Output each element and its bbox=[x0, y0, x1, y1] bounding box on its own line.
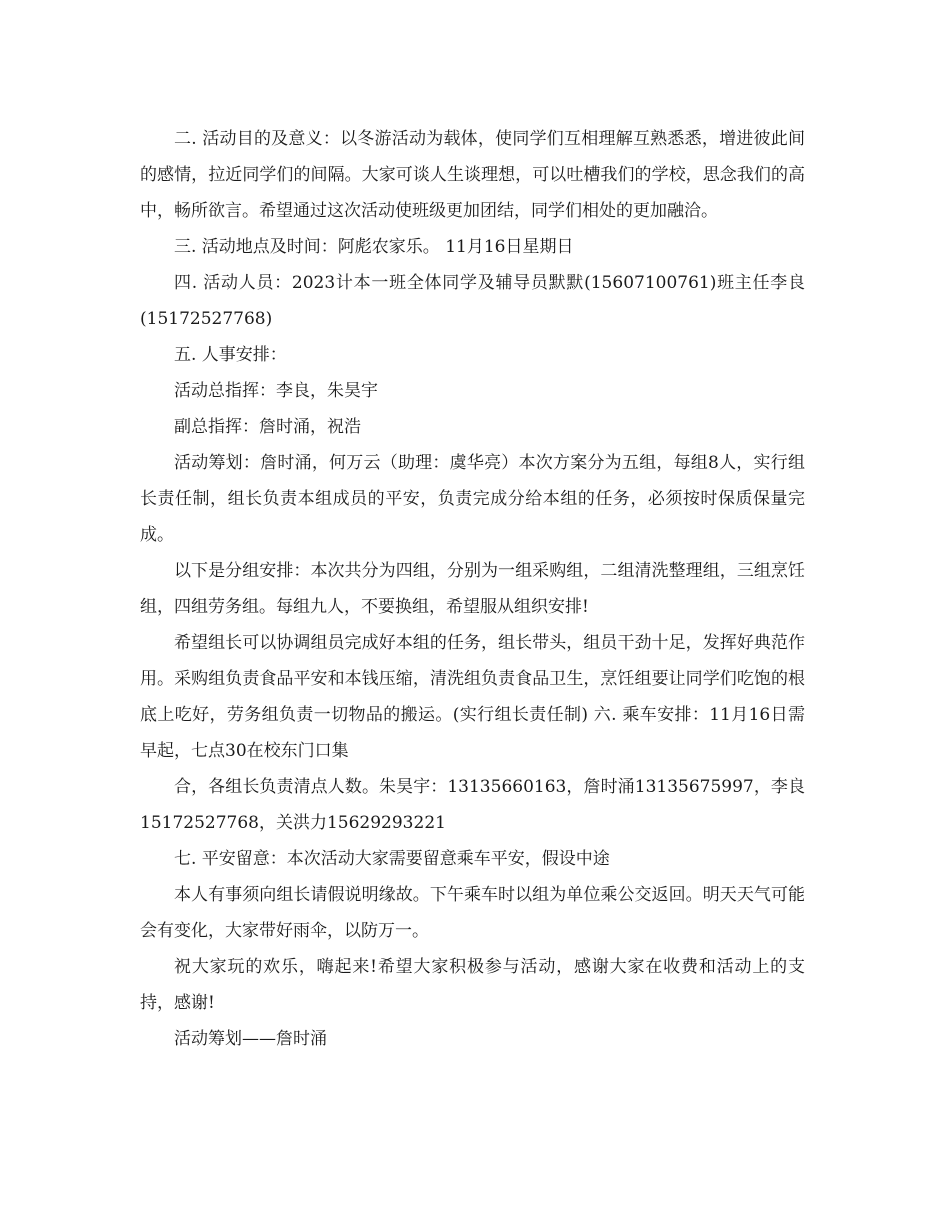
paragraph-safety: 七. 平安留意：本次活动大家需要留意乘车平安，假设中途 bbox=[174, 849, 610, 869]
document-body bbox=[140, 121, 805, 1057]
paragraph-location-time: 三. 活动地点及时间：阿彪农家乐。 11月16日星期日 bbox=[174, 237, 574, 257]
paragraph-leave-return: 本人有事须向组长请假说明缘故。下午乘车时以组为单位乘公交返回。明天天气可能会有变化，大家带好雨伞，以防万一。 bbox=[140, 885, 805, 941]
paragraph-closing: 祝大家玩的欢乐，嗨起来!希望大家积极参与活动，感谢大家在收费和活动上的支持，感谢! bbox=[140, 957, 805, 1013]
paragraph-planning: 活动筹划：詹时涌，何万云（助理：虞华亮）本次方案分为五组，每组8人，实行组长责任制，组长负责本组成员的平安，负责完成分给本组的任务，必须按时保质保量完成。 bbox=[140, 453, 805, 545]
paragraph-vice-commander: 副总指挥：詹时涌，祝浩 bbox=[174, 417, 361, 437]
paragraph-personnel-heading: 五. 人事安排： bbox=[174, 345, 287, 365]
paragraph-commander: 活动总指挥：李良，朱昊宇 bbox=[174, 381, 378, 401]
paragraph-purpose: 二. 活动目的及意义：以冬游活动为载体，使同学们互相理解互熟悉悉，增进彼此间的感情，拉近同学们的间隔。大家可谈人生谈理想，可以吐槽我们的学校，思念我们的高中，畅所欲言。希望通过这次活动使班级更加团结，同学们相处的更加融洽。 bbox=[140, 129, 805, 221]
paragraph-contacts: 合，各组长负责清点人数。朱昊宇：13135660163，詹时涌13135675997，李良15172527768，关洪力15629293221 bbox=[140, 777, 805, 833]
paragraph-group-arrangement: 以下是分组安排：本次共分为四组，分别为一组采购组，二组清洗整理组，三组烹饪组，四组劳务组。每组九人，不要换组，希望服从组织安排! bbox=[140, 561, 805, 617]
paragraph-signature: 活动筹划——詹时涌 bbox=[174, 1029, 327, 1049]
paragraph-participants: 四. 活动人员：2023计本一班全体同学及辅导员默默(15607100761)班主任李良(15172527768) bbox=[140, 273, 805, 329]
paragraph-group-duties: 希望组长可以协调组员完成好本组的任务，组长带头，组员干劲十足，发挥好典范作用。采购组负责食品平安和本钱压缩，清洗组负责食品卫生，烹饪组要让同学们吃饱的根底上吃好，劳务组负责一切物品的搬运。(实行组长责任制) 六. 乘车安排：11月16日需早起，七点30在校东门口集 bbox=[140, 633, 805, 761]
